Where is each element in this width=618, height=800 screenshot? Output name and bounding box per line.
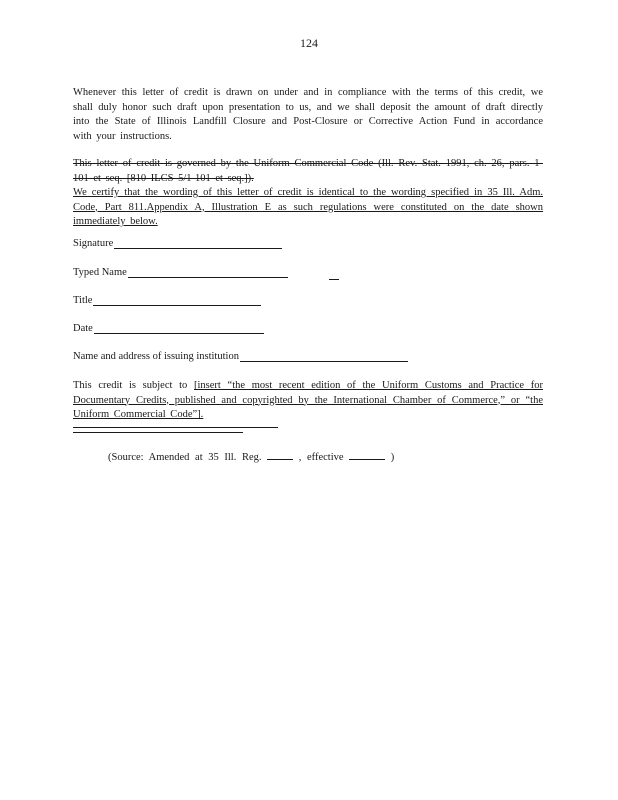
register-blank (267, 449, 293, 460)
date-line (94, 323, 264, 334)
signature-line (114, 238, 282, 249)
source-prefix: (Source: Amended at 35 Ill. Reg. (108, 452, 262, 463)
signature-field (73, 238, 282, 249)
date-field (73, 323, 264, 334)
signature-label: Signature (73, 238, 114, 249)
subject-inserted-text: [insert “the most recent edition of the Uniform Customs and Practice for Documentary Credits, published and copyrighted by the International Chamber of Commerce,” or “the Uniform Commercial Code”]. (73, 380, 543, 420)
honor-paragraph: Whenever this letter of credit is drawn on under and in compliance with the terms of this credit, we shall duly honor such draft upon presentation to us, and we shall deposit the amount of draft directly into the State of Illinois Landfill Closure and Post-Closure or Corrective Action Fund in accordance with your instructions. (73, 87, 543, 142)
struck-governed-text: This letter of credit is governed by the Uniform Commercial Code (Ill. Rev. Stat. 1991, ch. 26, pars. 1-101 et seq. [810 ILCS 5/1-101 et seq.]). (73, 158, 543, 184)
amendment-paragraph (73, 157, 543, 230)
rule-line-1 (73, 427, 278, 428)
typed-name-field (73, 267, 288, 278)
typed-name-label: Typed Name (73, 267, 127, 278)
source-suffix: ) (390, 452, 395, 463)
title-line (93, 295, 261, 306)
institution-field (73, 351, 408, 362)
typed-name-line (128, 267, 288, 278)
title-field (73, 295, 261, 306)
institution-line (240, 351, 408, 362)
subject-paragraph (73, 379, 543, 423)
rule-line-2 (73, 432, 243, 433)
source-middle: , effective (298, 452, 344, 463)
effective-date-blank (349, 449, 385, 460)
inserted-certify-text: We certify that the wording of this letter of credit is identical to the wording specified in 35 Ill. Adm. Code, Part 811.Appendix A, Illustration E as such regulations were constituted on the date shown immediately below. (73, 187, 543, 227)
subject-plain-text: This credit is subject to (73, 380, 194, 391)
institution-label: Name and address of issuing institution (73, 351, 239, 362)
date-label: Date (73, 323, 93, 334)
page-number: 124 (300, 36, 318, 50)
source-note (108, 449, 394, 463)
title-label: Title (73, 295, 93, 306)
typed-name-tick-line (329, 279, 339, 280)
